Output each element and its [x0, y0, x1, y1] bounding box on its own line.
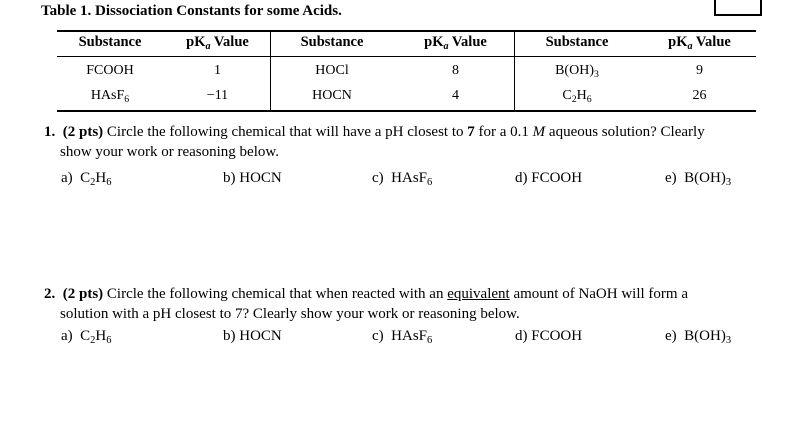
cell-pka: 4	[452, 88, 459, 103]
table-divider-1	[270, 30, 271, 111]
header-pka-3: $pK_a$ Value	[668, 34, 731, 52]
header-pka-1: $pK_a$ Value	[186, 34, 249, 52]
header-substance-3: Substance	[545, 34, 609, 50]
cell-pka: 9	[696, 63, 703, 78]
header-substance-1: Substance	[78, 34, 142, 50]
question-2-text: 2. (2 pts) Circle the following chemical that when reacted with an equivalent amount of NaOH will form a solution with a pH closest to 7? Clearly show your work or reasoning below.	[44, 286, 688, 322]
cell-pka: 1	[214, 63, 221, 78]
cell-substance: HAsF$_6$	[90, 88, 130, 105]
q1-option-b[interactable]: b) HOCN	[223, 170, 282, 186]
q2-option-e[interactable]: e) $B(OH)_3$	[665, 328, 732, 346]
q2-option-c[interactable]: c) HAsF$_6$	[372, 328, 433, 346]
cell-pka: 26	[692, 88, 707, 103]
cell-substance: HOCN	[312, 88, 352, 103]
cell-pka: −11	[206, 88, 229, 103]
q2-option-d[interactable]: d) FCOOH	[515, 328, 583, 344]
table-title: Table 1. Dissociation Constants for some Acids.	[41, 3, 342, 19]
table-top-rule	[57, 30, 756, 32]
q1-option-c[interactable]: c) HAsF$_6$	[372, 170, 433, 188]
cell-substance: $B(OH)_3$	[555, 63, 599, 80]
question-1-text: 1. (2 pts) Circle the following chemical that will have a pH closest to 7 for a 0.1 M aqueous solution? Clearly show your work or reasoning below.	[44, 124, 705, 160]
q2-option-b[interactable]: b) HOCN	[223, 328, 282, 344]
cell-substance: $C_2H_6$	[562, 88, 592, 105]
table-divider-2	[514, 30, 515, 111]
cell-pka: 8	[452, 63, 459, 78]
header-pka-2: $pK_a$ Value	[424, 34, 487, 52]
table-header-rule	[57, 56, 756, 57]
q1-option-e[interactable]: e) $B(OH)_3$	[665, 170, 732, 188]
q2-option-a[interactable]: a) $C_2H_6$	[61, 328, 112, 346]
cell-substance: HOCl	[315, 63, 349, 78]
header-substance-2: Substance	[300, 34, 364, 50]
answer-box	[714, 0, 762, 16]
table-bottom-rule	[57, 110, 756, 112]
q1-option-d[interactable]: d) FCOOH	[515, 170, 583, 186]
cell-substance: FCOOH	[86, 63, 134, 78]
q1-option-a[interactable]: a) $C_2H_6$	[61, 170, 112, 188]
